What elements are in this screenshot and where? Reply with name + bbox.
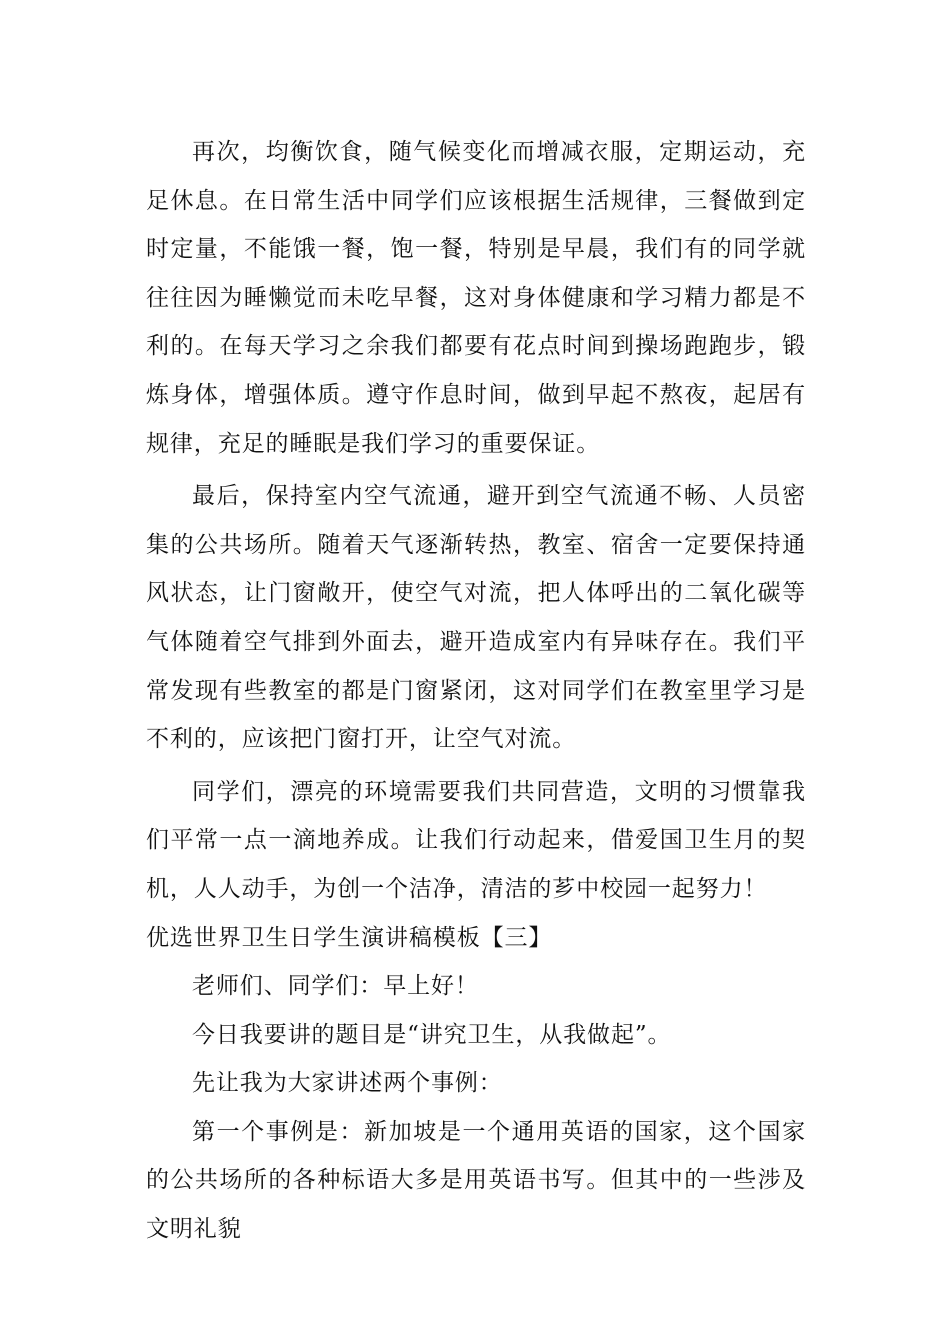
paragraph-intro-examples: 先让我为大家讲述两个事例：	[192, 1070, 503, 1097]
document-body	[146, 128, 806, 1254]
section-heading: 优选世界卫生日学生演讲稿模板【三】	[146, 924, 553, 951]
paragraph-ventilation: 最后，保持室内空气流通，避开到空气流通不畅、人员密集的公共场所。随着天气逐渐转热，教室、宿舍一定要保持通风状态，让门窗敞开，使空气对流，把人体呼出的二氧化碳等气体随着空气排到外面去，避开造成室内有异味存在。我们平常发现有些教室的都是门窗紧闭，这对同学们在教室里学习是不利的，应该把门窗打开，让空气对流。	[146, 483, 806, 753]
paragraph-diet-exercise: 再次，均衡饮食，随气候变化而增减衣服，定期运动，充足休息。在日常生活中同学们应该根据生活规律，三餐做到定时定量，不能饿一餐，饱一餐，特别是早晨，我们有的同学就往往因为睡懒觉而未吃早餐，这对身体健康和学习精力都是不利的。在每天学习之余我们都要有花点时间到操场跑跑步，锻炼身体，增强体质。遵守作息时间，做到早起不熬夜，起居有规律，充足的睡眠是我们学习的重要保证。	[146, 139, 806, 457]
paragraph-first-example: 第一个事例是：新加坡是一个通用英语的国家，这个国家的公共场所的各种标语大多是用英语书写。但其中的一些涉及文明礼貌	[146, 1118, 806, 1243]
paragraph-closing-call: 同学们，漂亮的环境需要我们共同营造，文明的习惯靠我们平常一点一滴地养成。让我们行动起来，借爱国卫生月的契机，人人动手，为创一个洁净，清洁的芗中校园一起努力！	[146, 778, 806, 902]
paragraph-greeting: 老师们、同学们：早上好！	[192, 973, 479, 1000]
paragraph-topic: 今日我要讲的题目是“讲究卫生，从我做起”。	[192, 1021, 672, 1048]
